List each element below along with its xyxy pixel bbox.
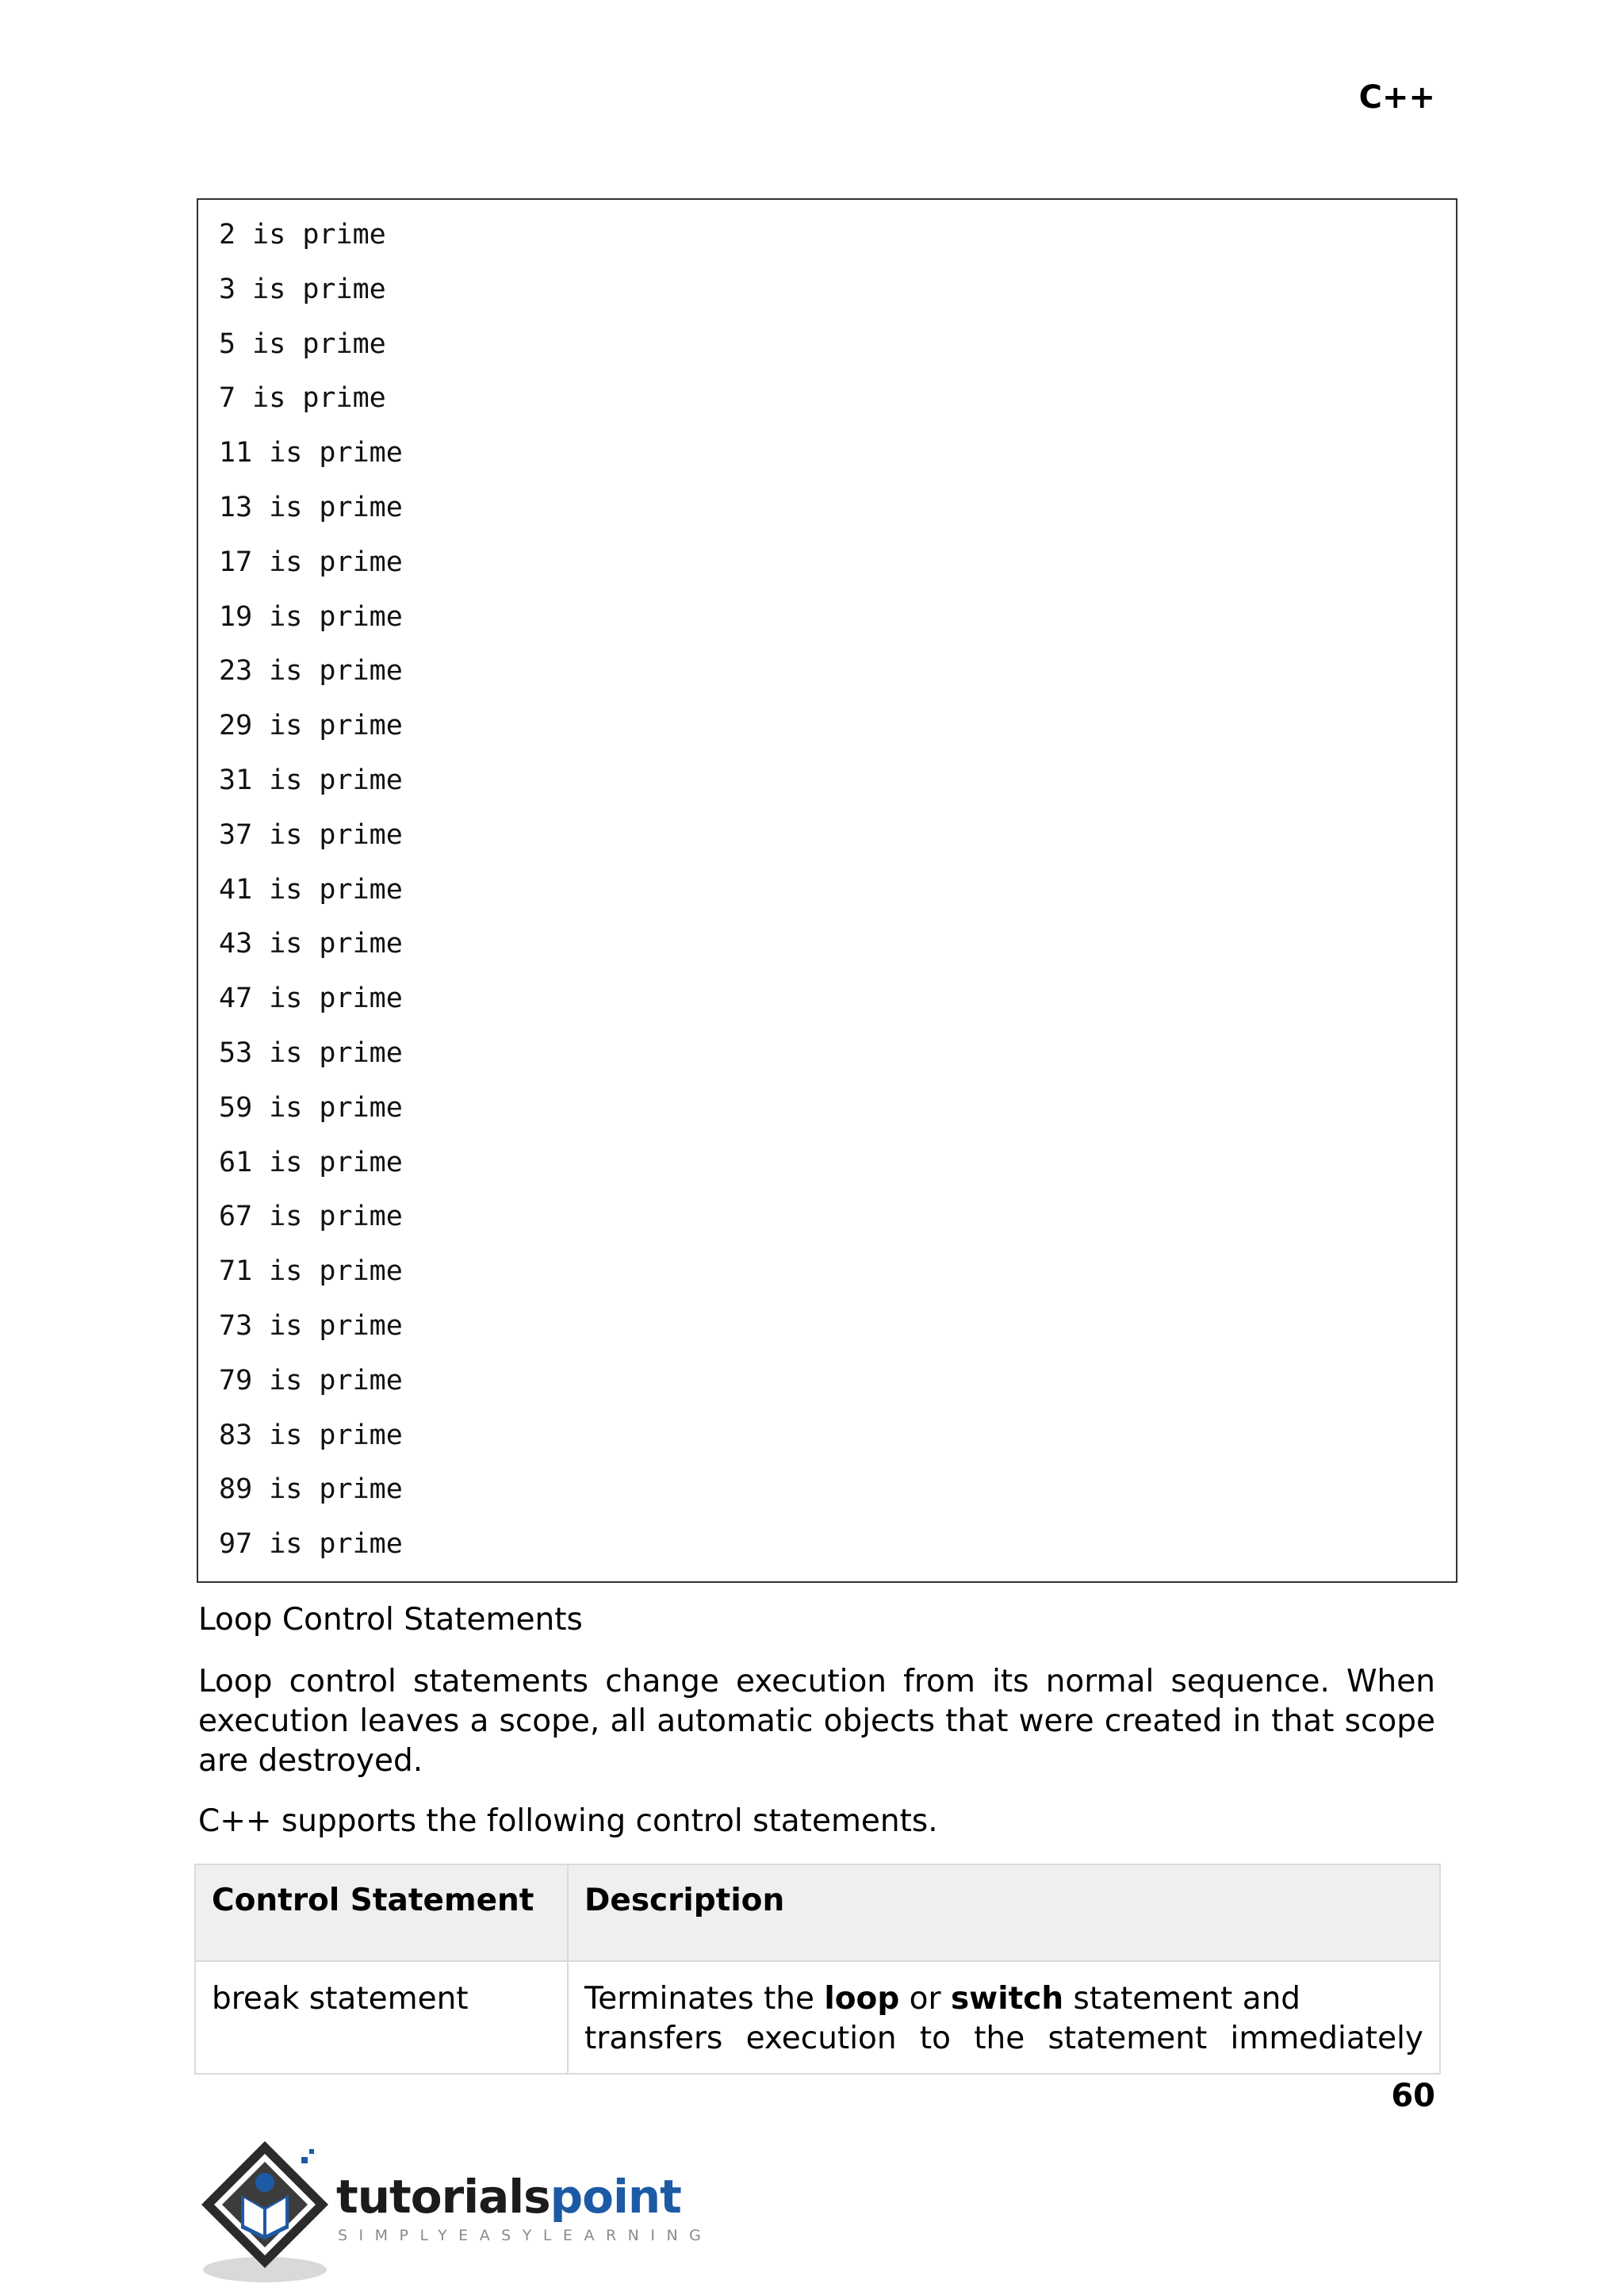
code-output-line: 61 is prime (219, 1146, 403, 1178)
statement-cell: break statement (195, 1961, 568, 2074)
code-output-line: 19 is prime (219, 600, 403, 633)
control-statements-table (194, 1864, 1441, 2075)
page-number: 60 (1391, 2078, 1435, 2114)
code-output-line: 41 is prime (219, 873, 403, 906)
description-cell (568, 1961, 1440, 2074)
code-output-line: 83 is prime (219, 1419, 403, 1451)
code-output-line: 3 is prime (219, 273, 386, 305)
logo-tagline: SIMPLYEASYLEARNING (338, 2227, 713, 2244)
code-output-line: 97 is prime (219, 1528, 403, 1561)
description-text: statement and transfers execution to the statement immediately (584, 1981, 1423, 2056)
logo-word-tutorials: tutorials (336, 2170, 550, 2224)
logo-word-point: point (550, 2170, 681, 2224)
code-output-line: 53 is prime (219, 1037, 403, 1069)
code-output-line: 13 is prime (219, 492, 403, 523)
code-output-line: 29 is prime (219, 710, 403, 742)
description-text: or (899, 1981, 951, 2017)
document-header-title: C++ (1358, 79, 1435, 116)
logo-wordmark (336, 2170, 681, 2224)
section-intro: C++ supports the following control statements. (198, 1803, 938, 1839)
table-header-cell: Control Statement (195, 1864, 568, 1961)
description-bold: loop (824, 1981, 900, 2017)
table-header-row (195, 1864, 1440, 1961)
code-output-line: 59 is prime (219, 1091, 403, 1124)
code-output-line: 89 is prime (219, 1473, 403, 1506)
code-output-line: 73 is prime (219, 1310, 403, 1342)
table-row (195, 1961, 1440, 2074)
code-output-line: 2 is prime (219, 219, 386, 251)
section-paragraph: Loop control statements change execution from its normal sequence. When execution leaves a scope, all automatic objects that were created in that scope are destroyed. (198, 1664, 1435, 1779)
code-output-line: 79 is prime (219, 1364, 403, 1397)
code-output-line: 43 is prime (219, 928, 403, 960)
description-text: Terminates the (584, 1981, 825, 2017)
code-output-line: 67 is prime (219, 1201, 403, 1233)
code-output-line: 47 is prime (219, 983, 403, 1015)
tutorialspoint-logo (195, 2133, 713, 2292)
description-bold: switch (950, 1981, 1064, 2017)
code-output-line: 37 is prime (219, 818, 403, 851)
code-output-line: 11 is prime (219, 437, 403, 469)
code-output-box (197, 198, 1457, 1583)
table-header-cell: Description (568, 1864, 1440, 1961)
code-output-line: 71 is prime (219, 1255, 403, 1288)
code-output-line: 5 is prime (219, 328, 386, 360)
code-output-line: 23 is prime (219, 655, 403, 688)
code-output-line: 7 is prime (219, 382, 386, 415)
section-title: Loop Control Statements (198, 1602, 583, 1638)
code-output-line: 17 is prime (219, 546, 403, 578)
code-output-line: 31 is prime (219, 764, 403, 796)
